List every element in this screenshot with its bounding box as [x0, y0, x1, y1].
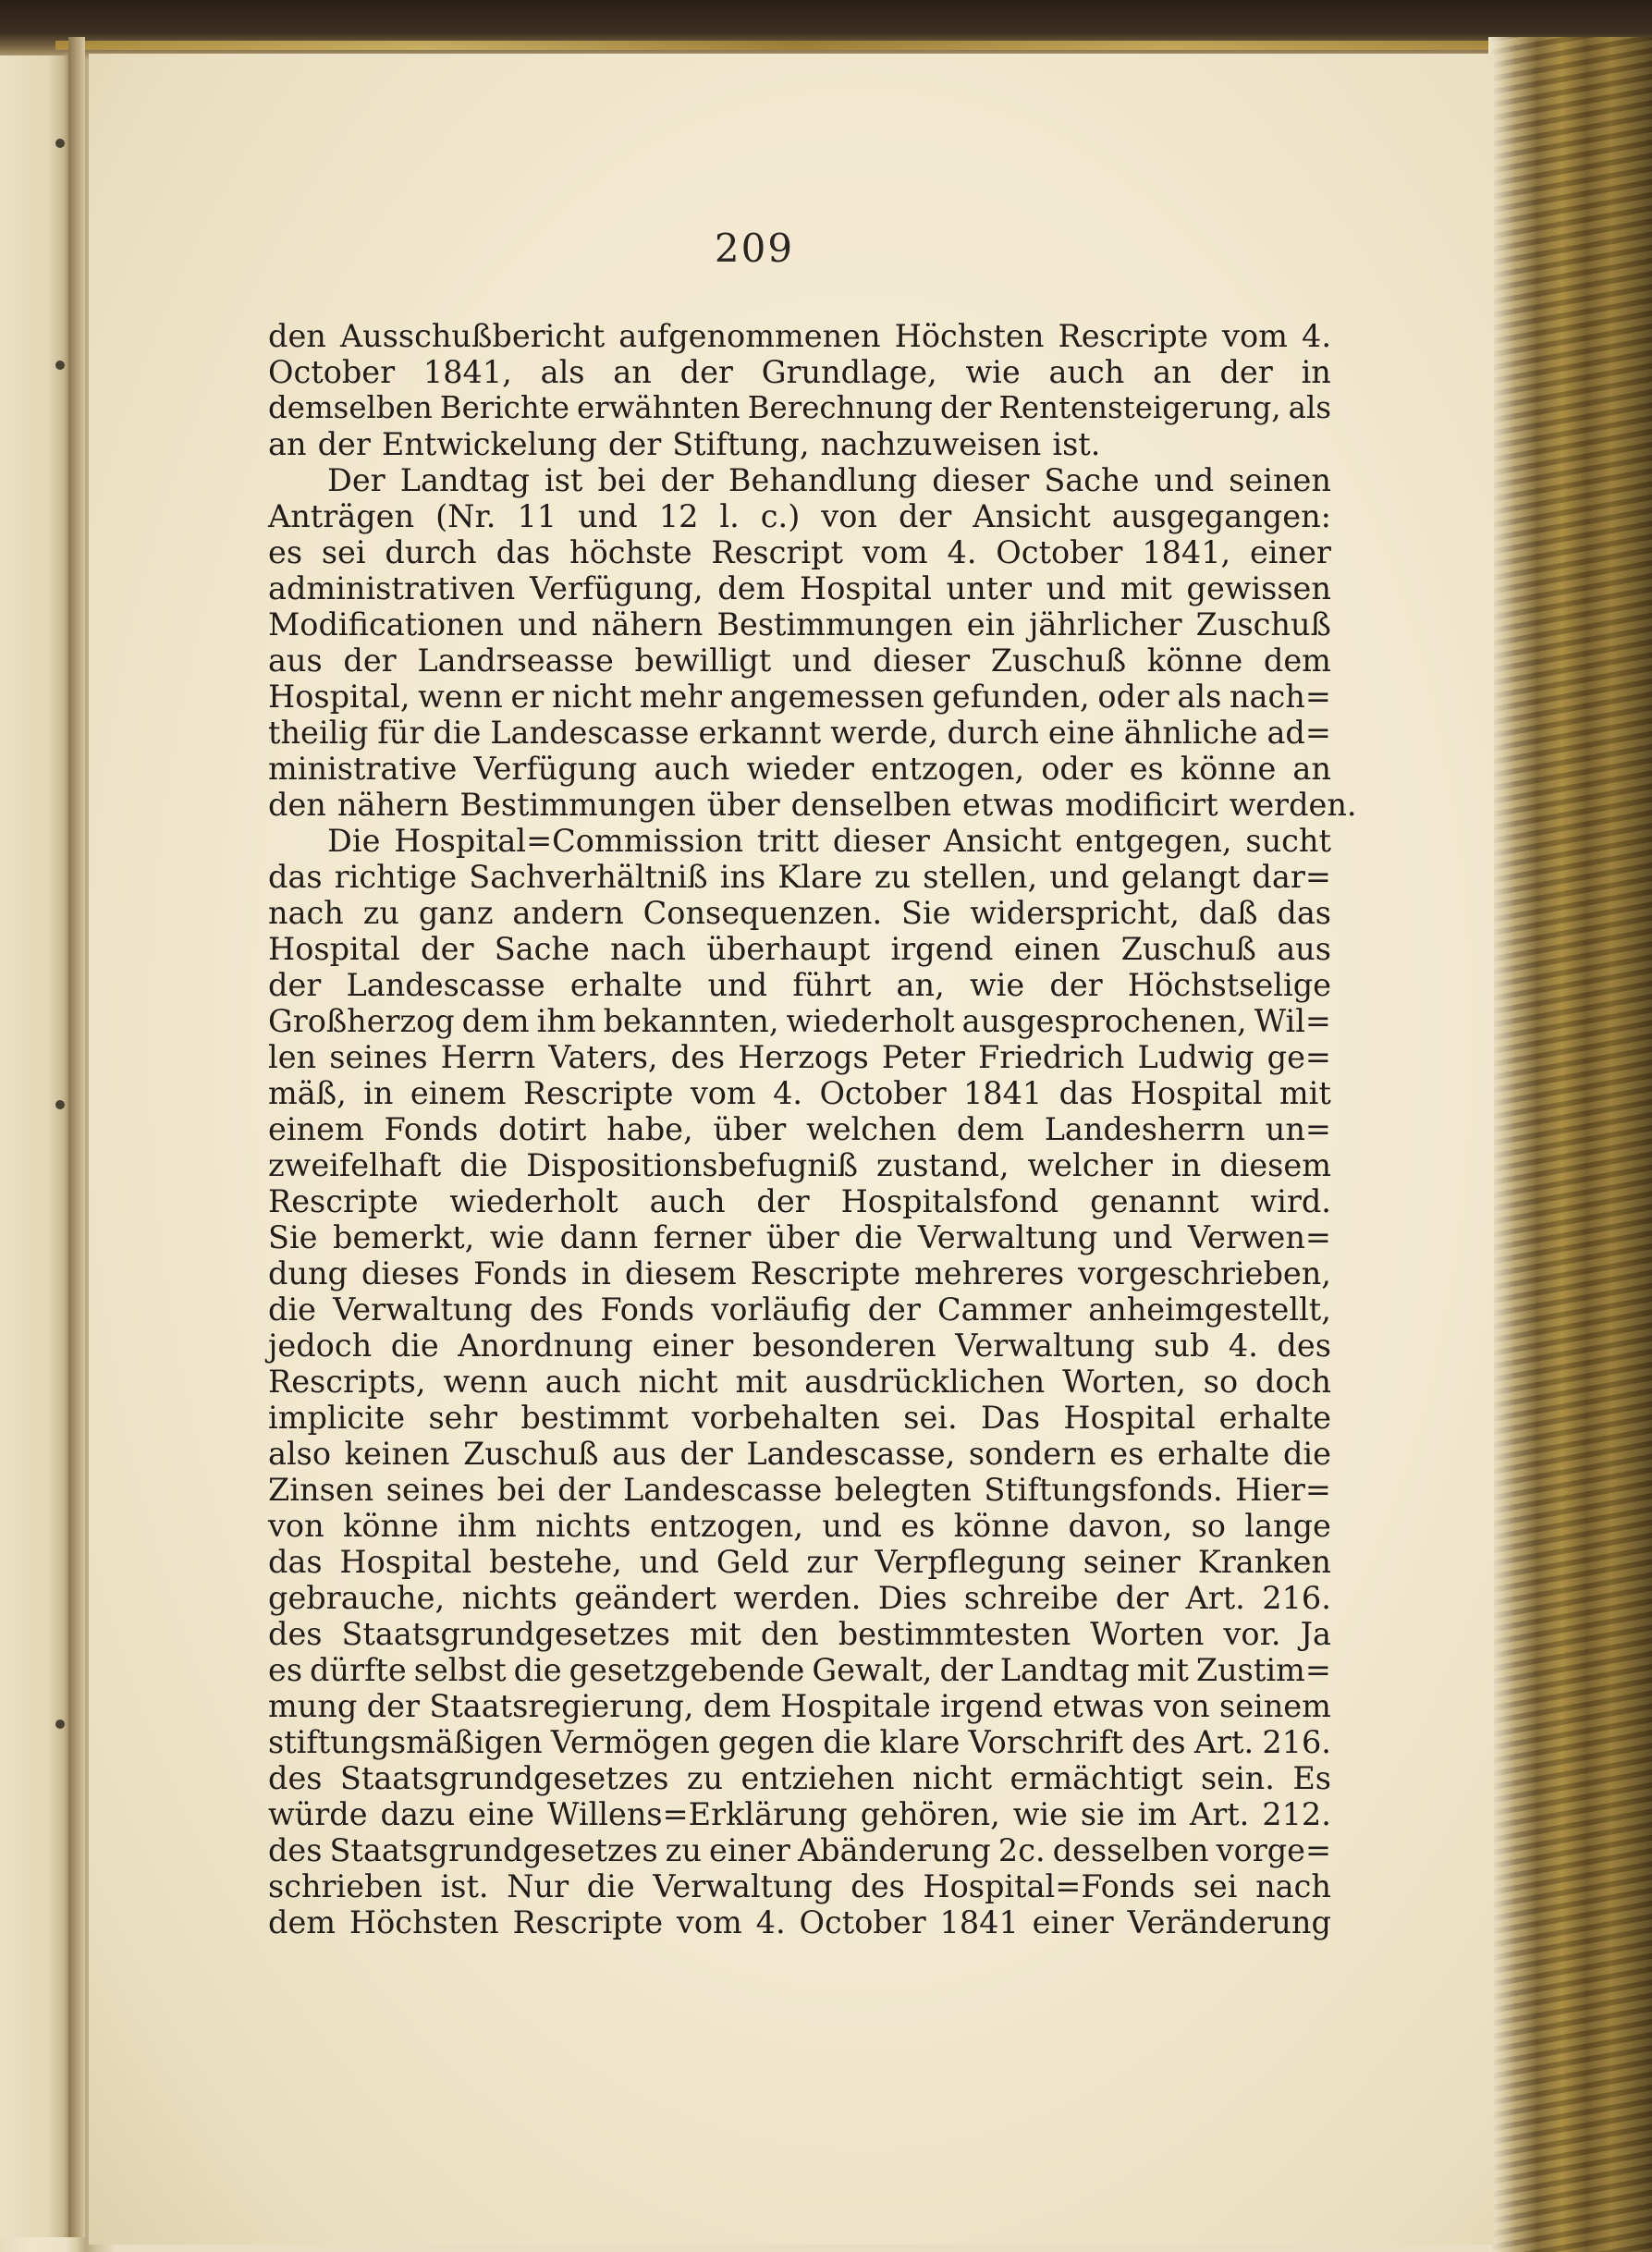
text-line: das richtige Sachverhältniß ins Klare zu stellen, und gelangt dar=: [268, 859, 1331, 895]
sewing-hole-icon: [55, 361, 65, 370]
text-line: es sei durch das höchste Rescript vom 4. October 1841, einer: [268, 534, 1331, 570]
text-line: würde dazu eine Willens=Erklärung gehören, wie sie im Art. 212.: [268, 1796, 1331, 1832]
text-line: aus der Landrseasse bewilligt und dieser Zuschuß könne dem: [268, 643, 1331, 679]
text-line: der Landescasse erhalte und führt an, wie der Höchstselige: [268, 967, 1331, 1003]
text-line: gebrauche, nichts geändert werden. Dies schreibe der Art. 216.: [268, 1580, 1331, 1616]
text-line: von könne ihm nichts entzogen, und es könne davon, so lange: [268, 1508, 1331, 1544]
text-line: des Staatsgrundgesetzes zu entziehen nicht ermächtigt sein. Es: [268, 1760, 1331, 1796]
text-line: Modificationen und nähern Bestimmungen ein jährlicher Zuschuß: [268, 606, 1331, 643]
text-line: Rescripts, wenn auch nicht mit ausdrücklichen Worten, so doch: [268, 1364, 1331, 1400]
printed-page: [89, 54, 1494, 2245]
text-line: Hospital der Sache nach überhaupt irgend einen Zuschuß aus: [268, 931, 1331, 967]
text-line: einem Fonds dotirt habe, über welchen dem Landesherrn un=: [268, 1111, 1331, 1147]
left-facing-page: [0, 55, 68, 2237]
text-line: schrieben ist. Nur die Verwaltung des Hospital=Fonds sei nach: [268, 1868, 1331, 1904]
text-line: administrativen Verfügung, dem Hospital unter und mit gewissen: [268, 570, 1331, 606]
text-line: len seines Herrn Vaters, des Herzogs Peter Friedrich Ludwig ge=: [268, 1039, 1331, 1075]
text-line: October 1841, als an der Grundlage, wie auch an der in: [268, 354, 1331, 390]
text-line: zweifelhaft die Dispositionsbefugniß zustand, welcher in diesem: [268, 1147, 1331, 1183]
text-line: den nähern Bestimmungen über denselben etwas modificirt werden.: [268, 787, 1357, 823]
text-line: mung der Staatsregierung, dem Hospitale irgend etwas von seinem: [268, 1688, 1331, 1724]
text-line: des Staatsgrundgesetzes mit den bestimmtesten Worten vor. Ja: [268, 1616, 1331, 1652]
sewing-hole-icon: [55, 1720, 65, 1729]
text-line: nach zu ganz andern Consequenzen. Sie widerspricht, daß das: [268, 895, 1331, 931]
text-line: Sie bemerkt, wie dann ferner über die Verwaltung und Verwen=: [268, 1219, 1331, 1255]
page-number: 209: [714, 226, 795, 271]
text-line: die Verwaltung des Fonds vorläufig der Cammer anheimgestellt,: [268, 1291, 1331, 1328]
text-line: Die Hospital=Commission tritt dieser Ansicht entgegen, sucht: [327, 823, 1331, 859]
gilt-edge: [55, 41, 1535, 50]
text-line: den Ausschußbericht aufgenommenen Höchsten Rescripte vom 4.: [268, 318, 1331, 354]
text-line: jedoch die Anordnung einer besonderen Verwaltung sub 4. des: [268, 1328, 1331, 1364]
text-line: Der Landtag ist bei der Behandlung dieser Sache und seinen: [327, 462, 1331, 498]
text-line: also keinen Zuschuß aus der Landescasse, sondern es erhalte die: [268, 1436, 1331, 1472]
body-text: [268, 318, 1357, 1940]
book-gutter: [68, 37, 85, 2237]
text-line: es dürfte selbst die gesetzgebende Gewalt, der Landtag mit Zustim=: [268, 1652, 1331, 1688]
text-line: mäß, in einem Rescripte vom 4. October 1841 das Hospital mit: [268, 1075, 1331, 1111]
text-line: das Hospital bestehe, und Geld zur Verpflegung seiner Kranken: [268, 1544, 1331, 1580]
text-line: Rescripte wiederholt auch der Hospitalsfond genannt wird.: [268, 1183, 1331, 1219]
text-line: des Staatsgrundgesetzes zu einer Abänderung 2c. desselben vorge=: [268, 1832, 1331, 1868]
text-line: implicite sehr bestimmt vorbehalten sei. Das Hospital erhalte: [268, 1400, 1331, 1436]
text-line: dem Höchsten Rescripte vom 4. October 1841 einer Veränderung: [268, 1904, 1331, 1940]
text-line: ministrative Verfügung auch wieder entzogen, oder es könne an: [268, 751, 1331, 787]
top-binding-strip: [0, 0, 1652, 59]
text-line: demselben Berichte erwähnten Berechnung der Rentensteigerung, als: [268, 390, 1331, 425]
text-line: an der Entwickelung der Stiftung, nachzuweisen ist.: [268, 426, 1101, 462]
sewing-hole-icon: [55, 139, 65, 148]
text-line: Hospital, wenn er nicht mehr angemessen gefunden, oder als nach=: [268, 679, 1331, 715]
text-line: Anträgen (Nr. 11 und 12 l. c.) von der Ansicht ausgegangen:: [268, 498, 1331, 534]
text-line: stiftungsmäßigen Vermögen gegen die klare Vorschrift des Art. 216.: [268, 1724, 1331, 1760]
text-line: Zinsen seines bei der Landescasse belegten Stiftungsfonds. Hier=: [268, 1472, 1331, 1508]
text-line: Großherzog dem ihm bekannten, wiederholt ausgesprochenen, Wil=: [268, 1003, 1331, 1039]
text-line: dung dieses Fonds in diesem Rescripte mehreres vorgeschrieben,: [268, 1255, 1331, 1291]
marbled-cover-edge: [1488, 37, 1652, 2252]
text-line: theilig für die Landescasse erkannt werde, durch eine ähnliche ad=: [268, 715, 1331, 751]
sewing-hole-icon: [55, 1100, 65, 1109]
